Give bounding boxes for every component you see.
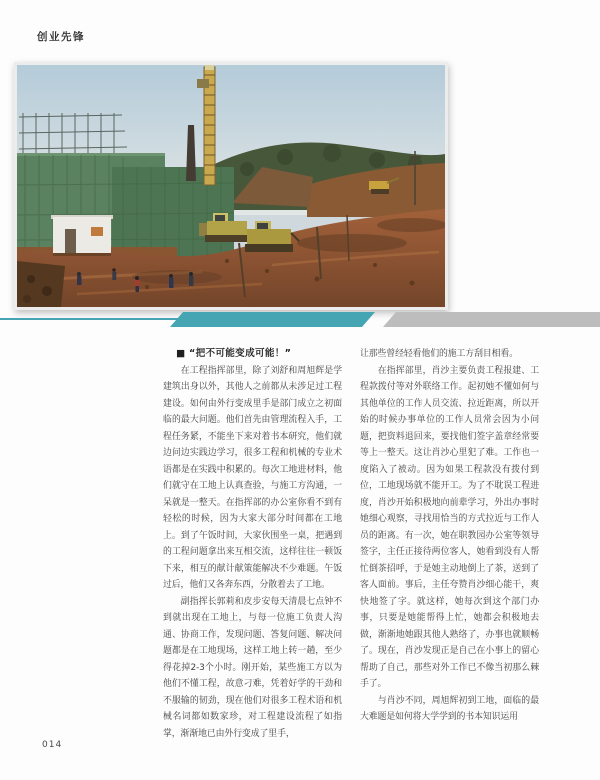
site-hut <box>51 215 113 256</box>
construction-photo-art <box>17 65 445 307</box>
divider-gray-shape <box>383 312 600 327</box>
scaffold-building <box>17 153 234 261</box>
section-title: 创业先锋 <box>37 31 85 43</box>
paragraph-right-3: 与肖沙不同，周旭辉初到工地，面临的最大难题是如何将大学学到的书本知识运用 <box>360 695 539 722</box>
bulldozer-front <box>245 221 299 252</box>
paragraph-left-1: 在工程指挥部里，除了刘舒和周旭辉是学建筑出身以外，其他人之前都从未涉足过工程建设。如何由外行变成里手是部门成立之初面临的最大问题。他们首先由管理流程入手，工程任务紧，不能坐下来对着书本研究，他们就边问边实践边学习，很多工程和机械的专业术语都是在实践中积累的。每次工地进材料，他们就守在工地上认真查验，与施工方沟通，一呆就是一整天。在指挥部的办公室你看不到有轻松的时候，因为大家大部分时间都在工地上。到了午饭时间，大家伙围坐一桌，把遇到的工程问题拿出来互相交流，这样往往一顿饭下来，相互的献计献策能解决不少难题。午饭过后，他们又各奔东西，分散着去了工地。 <box>163 365 342 590</box>
divider-accent-line <box>0 318 178 320</box>
divider-teal-shape <box>170 312 375 327</box>
paragraph-right-continuation: 让那些曾经轻看他们的施工方刮目相看。 <box>360 349 518 359</box>
paragraph-right-2: 在指挥部里，肖沙主要负责工程报建、工程款拨付等对外联络工作。起初她不懂如何与其他单位的工作人员交流、拉近距离，所以开始的时候办事单位的工作人员常会因为小问题，把资料退回来，要找他们签字盖章经常要等上一整天。这让肖沙心里犯了难。工作也一度陷入了被动。因为如果工程款没有拨付到位，工地现场就不能开工。为了不耽误工程进度，肖沙开始积极地向前辈学习，外出办事时她细心观察，寻找用恰当的方式拉近与工作人员的距离。有一次，她在职教园办公室等领导签字，主任正接待两位客人，她看到没有人帮忙倒茶招呼，于是她主动地倒上了茶，送到了客人面前。事后，主任夸赞肖沙细心能干，爽快地签了字。就这样，她每次到这个部门办事，只要是她能帮得上忙，她都会积极地去做，渐渐地她跟其他人熟络了，办事也就顺畅了。现在，肖沙发现正是自己在小事上的留心帮助了自己，那些对外工作已不像当初那么棘手了。 <box>360 365 539 689</box>
page-number: 014 <box>42 740 63 750</box>
rubble-wall <box>17 261 65 307</box>
paragraph-left-2: 副指挥长郭莉和皮步安每天清晨七点钟不到就出现在工地上，与每一位施工负责人沟通、协商工作，发现问题、答复问题、解决问题都是在工地现场，这样工地上转一趟，至少得花掉2-3个小时。刚开始，某些施工方以为他们不懂工程，故意刁难，凭着好学的干劲和不服输的韧劲，现在他们对很多工程术语和机械名词都如数家珍，对工程建设流程了如指掌，渐渐地已由外行变成了里手， <box>163 596 342 739</box>
article-heading: ■ “把不可能变成可能！” <box>176 348 292 359</box>
article-right-column <box>360 346 539 726</box>
article-left-column <box>163 346 342 742</box>
construction-photo <box>14 62 448 310</box>
